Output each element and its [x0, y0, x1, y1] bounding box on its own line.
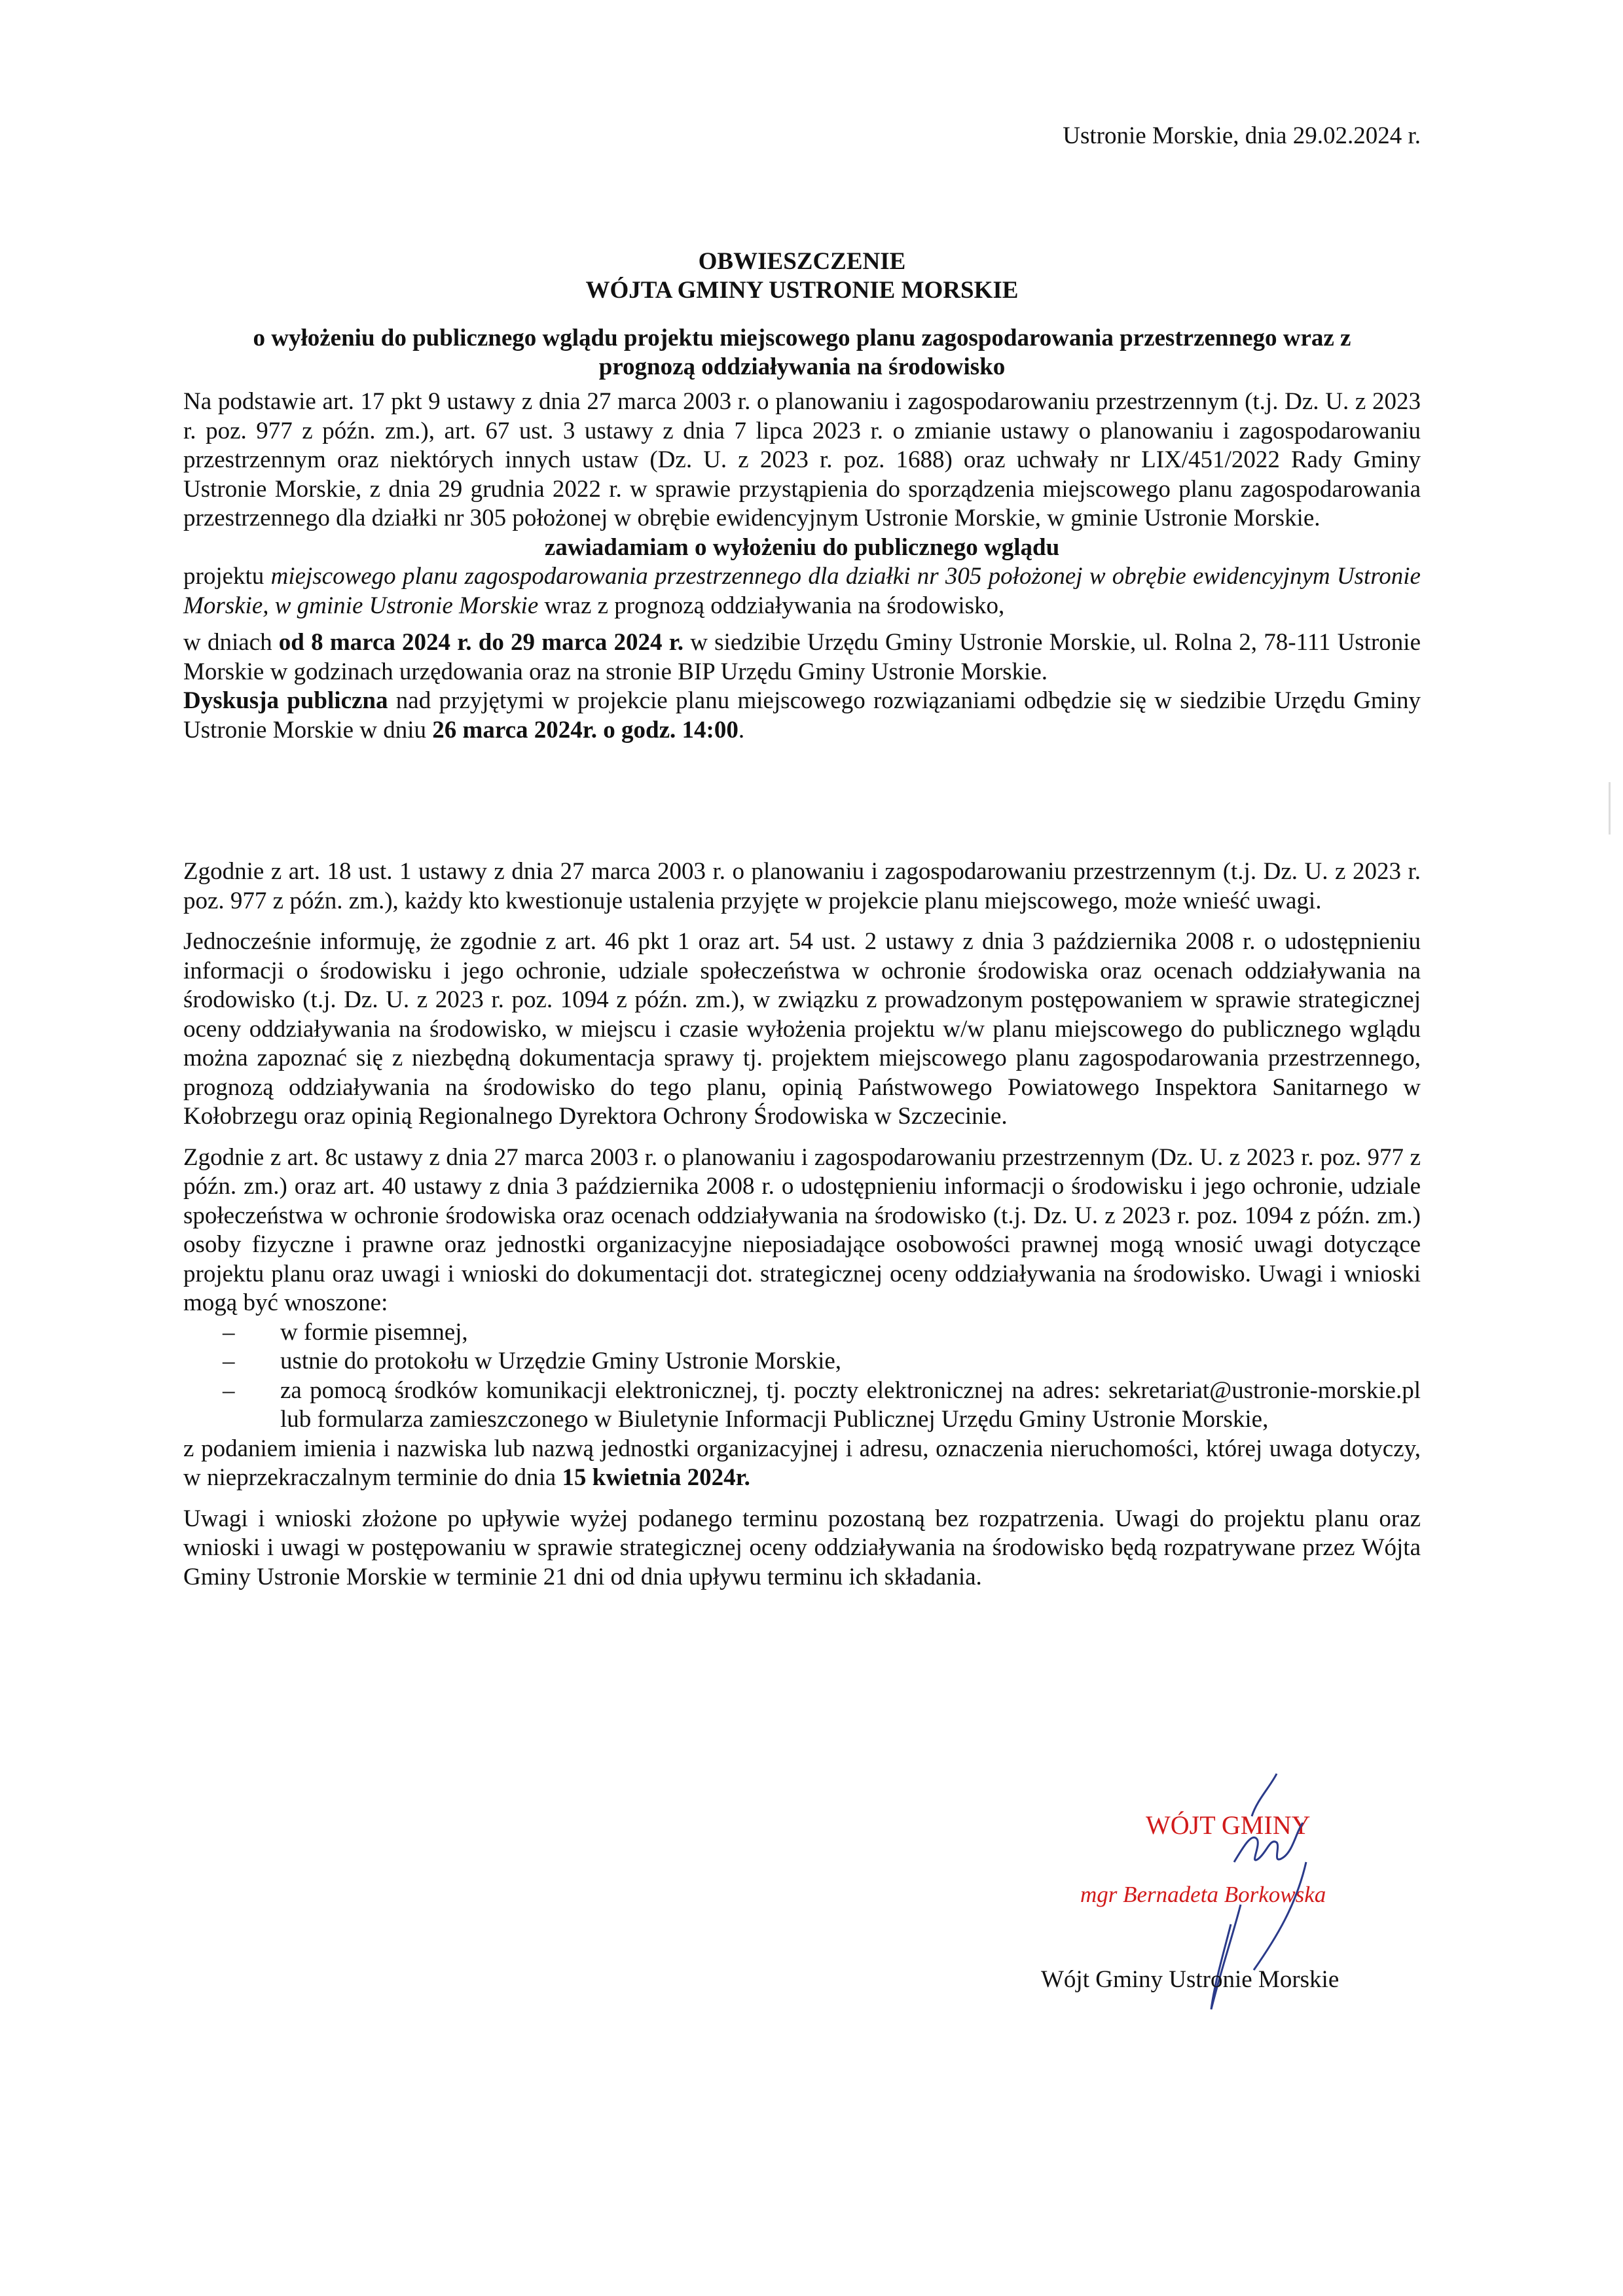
list-item: – w formie pisemnej,	[183, 1318, 1421, 1348]
paragraph-legal-basis: Na podstawie art. 17 pkt 9 ustawy z dnia 27 marca 2003 r. o planowaniu i zagospodarowaniu przestrzennym (t.j. Dz. U. z 2023 r. poz. 977 z późn. zm.), art. 67 ust. 3 ustawy z dnia 7 lipca 2023 r. o zmianie ustawy o planowaniu i zagospodarowaniu przestrzennym oraz niektórych innych ustaw (Dz. U. z 2023 r. poz. 1688) oraz uchwały nr LIX/451/2022 Rady Gminy Ustronie Morskie, z dnia 29 grudnia 2022 r. w sprawie przystąpienia do sporządzenia miejscowego planu zagospodarowania przestrzennego dla działki nr 305 położonej w obrębie ewidencyjnym Ustronie Morskie, w gminie Ustronie Morskie.	[183, 388, 1421, 531]
dates-location: w siedzibie Urzędu Gminy Ustronie Morskie, ul. Rolna 2, 78-111 Ustronie Morskie w godzinach urzędowania oraz na stronie BIP Urzędu Gminy Ustronie Morskie.	[183, 629, 1421, 685]
paragraph-deadline	[183, 1435, 1421, 1493]
paragraph-late-submissions: Uwagi i wnioski złożone po upływie wyżej podanego terminu pozostaną bez rozpatrzenia. Uwagi do projektu planu oraz wnioski i uwagi w postępowaniu w sprawie strategicznej oceny oddziaływania na środowisko będą rozpatrywane przez Wójta Gminy Ustronie Morskie w terminie 21 dni od dnia upływu terminu ich składania.	[183, 1505, 1421, 1590]
paragraph-art8c: Zgodnie z art. 8c ustawy z dnia 27 marca 2003 r. o planowaniu i zagospodarowaniu przestrzennym (Dz. U. z 2023 r. poz. 977 z późn. zm.) oraz art. 40 ustawy z dnia 3 października 2008 r. o udostępnieniu informacji o środowisku i jego ochronie, udziale społeczeństwa w ochronie środowiska oraz ocenach oddziaływania na środowisko (t.j. Dz. U. z 2023 r. poz. 1094 z późn. zm.) osoby fizyczne i prawne oraz jednostki organizacyjne nieposiadające osobowości prawnej mogą wnosić uwagi dotyczące projektu planu oraz uwagi i wnioski do dokumentacji dot. strategicznej oceny oddziaływania na środowisko. Uwagi i wnioski mogą być wnoszone:	[183, 1143, 1421, 1316]
handwritten-signature	[1080, 1754, 1421, 2055]
list-item: – ustnie do protokołu w Urzędzie Gminy Ustronie Morskie,	[183, 1347, 1421, 1376]
project-title-italic: miejscowego planu zagospodarowania przestrzennego dla działki nr 305 położonej w obrębie ewidencyjnym Ustronie Morskie, w gminie Ustronie Morskie	[183, 563, 1421, 619]
submission-methods-list	[183, 1318, 1421, 1435]
discussion-date: 26 marca 2024r. o godz. 14:00	[432, 716, 739, 744]
deadline-text: z podaniem imienia i nazwiska lub nazwą jednostki organizacyjnej i adresu, oznaczenia nieruchomości, której uwaga dotyczy, w nieprzekraczalnym terminie do dnia	[183, 1435, 1421, 1491]
title-line-2: WÓJTA GMINY USTRONIE MORSKIE	[585, 277, 1019, 304]
signature-block	[1080, 1754, 1421, 2055]
discussion-text: nad przyjętymi w projekcie planu miejscowego rozwiązaniami odbędzie się w siedzibie Urzędu Gminy Ustronie Morskie w dniu	[183, 687, 1421, 744]
list-item: – za pomocą środków komunikacji elektronicznej, tj. poczty elektronicznej na adres: sekretariat@ustronie-morskie.pl lub formularza zamieszczonego w Biuletynie Informacji Publicznej Urzędu Gminy Ustronie Morskie,	[183, 1376, 1421, 1435]
stamp-title: WÓJT GMINY	[1146, 1810, 1311, 1840]
document-title	[183, 247, 1421, 305]
document-subtitle	[183, 324, 1421, 382]
title-line-1: OBWIESZCZENIE	[698, 248, 906, 275]
discussion-label: Dyskusja publiczna	[183, 687, 388, 714]
project-prefix: projektu	[183, 563, 271, 590]
paragraph-project	[183, 562, 1421, 620]
paragraph-dates	[183, 628, 1421, 687]
dates-prefix: w dniach	[183, 629, 279, 656]
paragraph-environment: Jednocześnie informuję, że zgodnie z art. 46 pkt 1 oraz art. 54 ust. 2 ustawy z dnia 3 października 2008 r. o udostępnieniu informacji o środowisku i jego ochronie, udziale społeczeństwa w ochronie środowiska oraz ocenach oddziaływania na środowisko (t.j. Dz. U. z 2023 r. poz. 1094 z późn. zm.), w związku z prowadzonym postępowaniem w sprawie strategicznej oceny oddziaływania na środowisko, w miejscu i czasie wyłożenia projektu w/w planu miejscowego do publicznego wglądu można zapoznać się z niezbędną dokumentacja sprawy tj. projektem miejscowego planu zagospodarowania przestrzennego, prognozą oddziaływania na środowisko do tego planu, opinią Państwowego Powiatowego Inspektora Sanitarnego w Kołobrzegu oraz opinią Regionalnego Dyrektora Ochrony Środowiska w Szczecinie.	[183, 928, 1421, 1130]
section-legal-basis	[183, 387, 1421, 745]
paragraph-public-discussion	[183, 687, 1421, 745]
signature-caption: Wójt Gminy Ustronie Morskie	[1041, 1966, 1340, 1993]
subtitle-line-2: prognozą oddziaływania na środowisko	[598, 353, 1006, 380]
scan-artifact	[1609, 782, 1611, 834]
place-date: Ustronie Morskie, dnia 29.02.2024 r.	[1063, 122, 1421, 149]
announcement-line: zawiadamiam o wyłożeniu do publicznego wglądu	[544, 533, 1060, 561]
paragraph-art18: Zgodnie z art. 18 ust. 1 ustawy z dnia 27 marca 2003 r. o planowaniu i zagospodarowaniu przestrzennym (t.j. Dz. U. z 2023 r. poz. 977 z późn. zm.), każdy kto kwestionuje ustalenia przyjęte w projekcie planu miejscowego, może wnieść uwagi.	[183, 858, 1421, 914]
discussion-end: .	[738, 716, 745, 744]
stamp-name: mgr Bernadeta Borkowska	[1080, 1882, 1326, 1907]
deadline-date: 15 kwietnia 2024r.	[562, 1464, 750, 1491]
dates-range: od 8 marca 2024 r. do 29 marca 2024 r.	[278, 629, 684, 656]
project-suffix: wraz z prognozą oddziaływania na środowisko,	[538, 592, 1005, 619]
section-remarks	[183, 857, 1421, 1592]
subtitle-line-1: o wyłożeniu do publicznego wglądu projektu miejscowego planu zagospodarowania przestrzennego wraz z	[253, 325, 1351, 351]
